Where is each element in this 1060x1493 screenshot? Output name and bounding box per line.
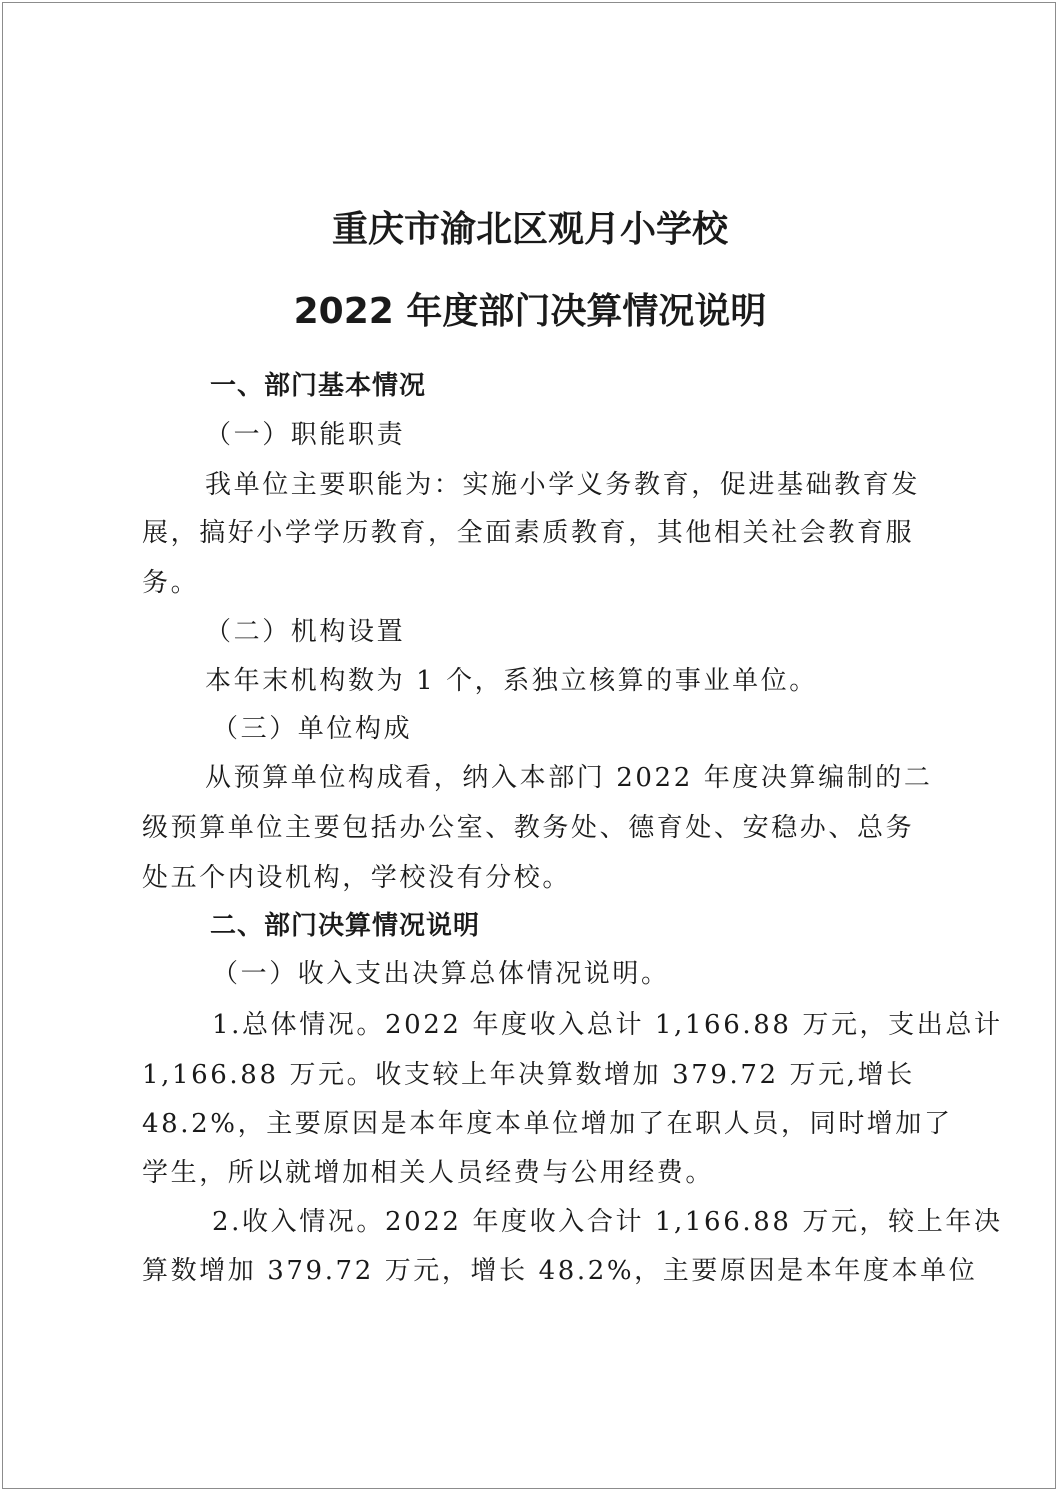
paragraph-line: 48.2%，主要原因是本年度本单位增加了在职人员，同时增加了: [142, 1109, 953, 1139]
subsection-heading-duties: （一）职能职责: [205, 420, 406, 450]
paragraph-line: 1,166.88 万元。收支较上年决算数增加 379.72 万元,增长: [142, 1060, 915, 1090]
section-heading-1: 一、部门基本情况: [210, 371, 427, 401]
paragraph-line: 从预算单位构成看，纳入本部门 2022 年度决算编制的二: [205, 763, 933, 793]
subsection-heading-composition: （三）单位构成: [212, 714, 413, 744]
document-title-line-2: 2022 年度部门决算情况说明: [293, 291, 767, 332]
paragraph-line: 级预算单位主要包括办公室、教务处、德育处、安稳办、总务: [142, 813, 915, 843]
paragraph-line: 展，搞好小学学历教育，全面素质教育，其他相关社会教育服: [142, 518, 915, 548]
document-title-line-1: 重庆市渝北区观月小学校: [331, 209, 728, 250]
paragraph-line: 务。: [142, 568, 200, 598]
paragraph-line: 处五个内设机构，学校没有分校。: [142, 863, 572, 893]
subsection-heading-income-expense: （一）收入支出决算总体情况说明。: [212, 959, 670, 989]
paragraph-line: 1.总体情况。2022 年度收入总计 1,166.88 万元，支出总计: [212, 1010, 1003, 1040]
subsection-heading-structure: （二）机构设置: [205, 617, 406, 647]
paragraph-line: 算数增加 379.72 万元，增长 48.2%，主要原因是本年度本单位: [142, 1256, 978, 1286]
section-heading-2: 二、部门决算情况说明: [210, 911, 481, 941]
paragraph-line: 本年末机构数为 1 个，系独立核算的事业单位。: [205, 666, 818, 696]
paragraph-line: 学生，所以就增加相关人员经费与公用经费。: [142, 1158, 715, 1188]
paragraph-line: 我单位主要职能为：实施小学义务教育，促进基础教育发: [205, 470, 921, 500]
paragraph-line: 2.收入情况。2022 年度收入合计 1,166.88 万元，较上年决: [212, 1207, 1003, 1237]
